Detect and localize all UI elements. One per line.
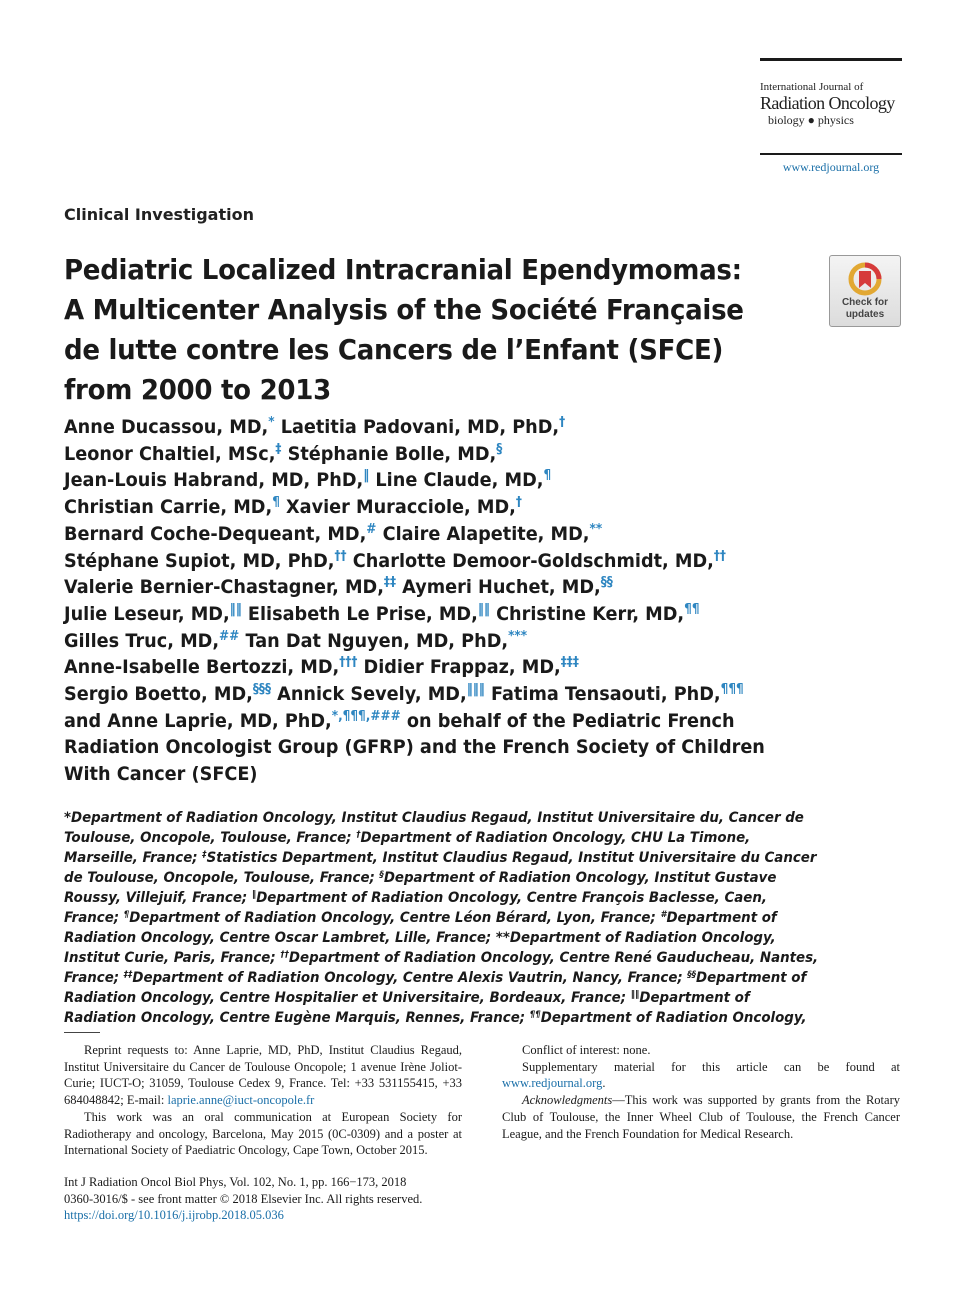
affiliation-line: France; ¶Department of Radiation Oncology, Centre Léon Bérard, Lyon, France; #Department of xyxy=(64,910,777,926)
title-line: de lutte contre les Cancers de l’Enfant (SFCE) xyxy=(64,333,724,366)
journal-url-link[interactable]: www.redjournal.org xyxy=(782,160,880,174)
affiliation-line: France; ‡‡Department of Radiation Oncology, Centre Alexis Vautrin, Nancy, France; §§Department of xyxy=(64,970,807,986)
affiliation-line: Toulouse, Oncopole, Toulouse, France; †Department of Radiation Oncology, CHU La Timone, xyxy=(64,830,751,846)
title-line: A Multicenter Analysis of the Société Française xyxy=(64,293,744,326)
author-line: Anne-Isabelle Bertozzi, MD,††† Didier Frappaz, MD,‡‡‡ xyxy=(64,655,579,679)
badge-label-line1: Check for xyxy=(841,297,889,308)
footnotes-right xyxy=(502,1042,900,1142)
section-label: Clinical Investigation xyxy=(64,205,254,224)
article-title xyxy=(64,250,752,410)
email-link[interactable]: laprie.anne@iuct-oncopole.fr xyxy=(167,1093,315,1108)
bookmark-ring-icon xyxy=(848,262,882,296)
affiliation-line: de Toulouse, Oncopole, Toulouse, France; §Department of Radiation Oncology, Institut Gustave xyxy=(64,870,777,886)
affiliations xyxy=(64,808,819,1028)
affiliation-line: Roussy, Villejuif, France; ‖Department of Radiation Oncology, Centre François Baclesse, Caen, xyxy=(64,890,767,906)
citation-block xyxy=(64,1174,484,1224)
affiliation-line: Institut Curie, Paris, France; ††Department of Radiation Oncology, Centre René Gauducheau, Nantes, xyxy=(64,950,819,966)
affiliation-line: *Department of Radiation Oncology, Institut Claudius Regaud, Institut Universitaire du, Cancer de xyxy=(64,810,804,826)
author-line: Christian Carrie, MD,¶ Xavier Muracciole, MD,† xyxy=(64,495,522,519)
author-line: Leonor Chaltiel, MSc,‡ Stéphanie Bolle, MD,§ xyxy=(64,441,503,465)
author-line: Bernard Coche-Dequeant, MD,# Claire Alapetite, MD,** xyxy=(64,521,603,545)
author-line: Gilles Truc, MD,## Tan Dat Nguyen, MD, PhD,*** xyxy=(64,628,528,652)
affiliation-line: Radiation Oncology, Centre Oscar Lambret, Lille, France; **Department of Radiation Oncology, xyxy=(64,930,776,946)
communication-note: This work was an oral communication at European Society for Radiotherapy and oncology, Barcelona, May 2015 (0C-0309) and a poster at International Society of Paediatric Oncology, Cape Town, October 2015. xyxy=(64,1109,462,1158)
check-for-updates-button[interactable] xyxy=(829,255,901,327)
author-line: Julie Leseur, MD,‖‖ Elisabeth Le Prise, MD,‖‖ Christine Kerr, MD,¶¶ xyxy=(64,601,700,625)
author-list xyxy=(64,414,765,788)
author-line: Jean-Louis Habrand, MD, PhD,‖ Line Claude, MD,¶ xyxy=(64,468,552,492)
title-line: Pediatric Localized Intracranial Ependymomas: xyxy=(64,253,742,286)
reprint-requests: Reprint requests to: Anne Laprie, MD, PhD, Institut Claudius Regaud, Institut Universitaire du Cancer de Toulouse Oncopole; 1 avenue Irène Joliot-Curie; IUCT-O; 31059, Toulouse Cedex 9, France. Tel: +33 531155415, +33 684048842; E-mail: laprie.anne@iuct-oncopole.fr xyxy=(64,1043,462,1108)
supplementary-note: Supplementary material for this article can be found at www.redjournal.org. xyxy=(502,1059,900,1091)
affiliation-line: Marseille, France; ‡Statistics Department, Institut Claudius Regaud, Institut Universitaire du Cancer xyxy=(64,850,817,866)
logo-bottom-rule xyxy=(760,153,902,155)
journal-logo xyxy=(760,58,902,155)
author-line: Sergio Boetto, MD,§§§ Annick Sevely, MD,‖‖‖ Fatima Tensaouti, PhD,¶¶¶ xyxy=(64,682,744,706)
footnote-divider xyxy=(64,1032,100,1033)
author-line: Anne Ducassou, MD,* Laetitia Padovani, MD, PhD,† xyxy=(64,415,566,438)
affiliation-line: Radiation Oncology, Centre Eugène Marquis, Rennes, France; ¶¶Department of Radiation Oncology, xyxy=(64,1010,807,1026)
title-line: from 2000 to 2013 xyxy=(64,373,331,406)
author-line: Stéphane Supiot, MD, PhD,†† Charlotte Demoor-Goldschmidt, MD,†† xyxy=(64,548,726,572)
author-line: With Cancer (SFCE) xyxy=(64,763,258,786)
conflict-note: Conflict of interest: none. xyxy=(522,1043,651,1057)
badge-label-line2: updates xyxy=(845,309,885,320)
footnotes-left xyxy=(64,1042,462,1159)
journal-name-line3: biology ● physics xyxy=(768,113,854,127)
logo-top-rule xyxy=(760,58,902,61)
journal-name-line1: International Journal of xyxy=(760,81,864,93)
author-line: Radiation Oncologist Group (GFRP) and the French Society of Children xyxy=(64,736,765,759)
acknowledgments-note: Acknowledgments—This work was supported by grants from the Rotary Club of Toulouse, the Inner Wheel Club of Toulouse, the French Cancer League, and the French Foundation for Medical Research. xyxy=(502,1093,900,1141)
journal-name-line2: Radiation Oncology xyxy=(760,93,895,113)
author-line: and Anne Laprie, MD, PhD,*,¶¶¶,### on behalf of the Pediatric French xyxy=(64,708,735,732)
citation-line: Int J Radiation Oncol Biol Phys, Vol. 102, No. 1, pp. 166−173, 2018 xyxy=(64,1175,407,1189)
affiliation-line: Radiation Oncology, Centre Hospitalier et Universitaire, Bordeaux, France; ‖‖Department of xyxy=(64,990,750,1006)
supplementary-link[interactable]: www.redjournal.org xyxy=(502,1076,603,1091)
copyright-line: 0360-3016/$ - see front matter © 2018 Elsevier Inc. All rights reserved. xyxy=(64,1191,423,1206)
doi-link[interactable]: https://doi.org/10.1016/j.ijrobp.2018.05.036 xyxy=(64,1208,284,1223)
author-line: Valerie Bernier-Chastagner, MD,‡‡ Aymeri Huchet, MD,§§ xyxy=(64,575,613,599)
